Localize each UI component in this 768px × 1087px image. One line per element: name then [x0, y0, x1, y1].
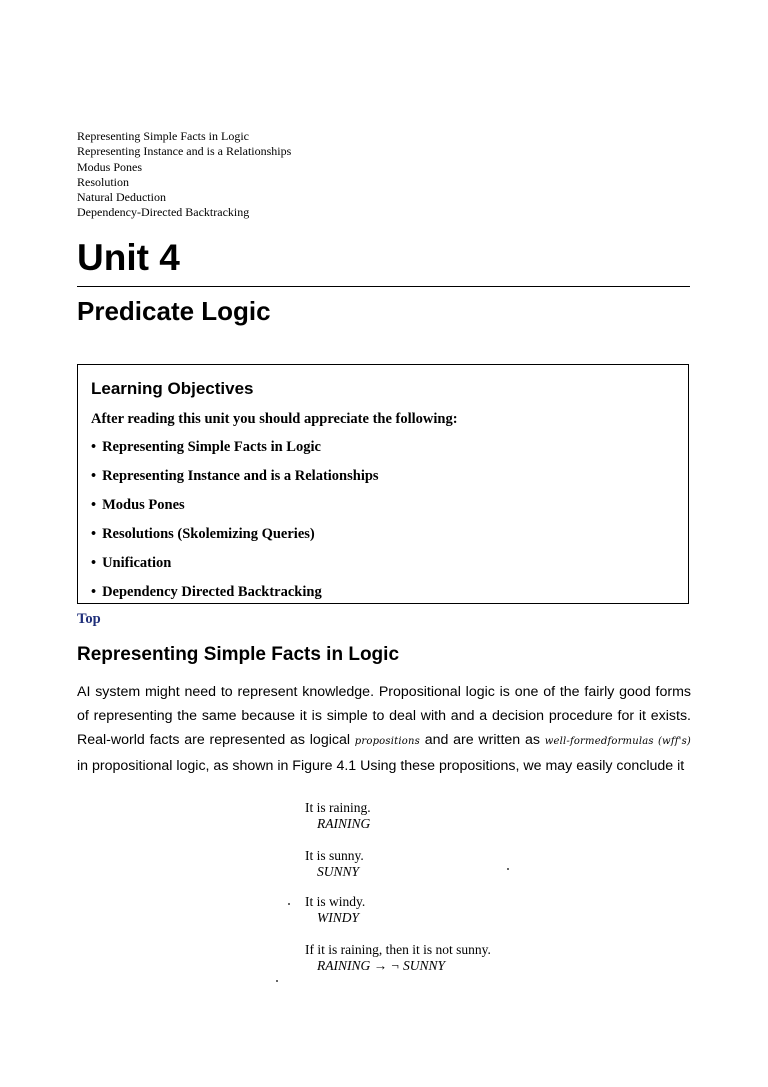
list-item: • Dependency Directed Backtracking: [91, 583, 379, 612]
list-item: • Resolutions (Skolemizing Queries): [91, 525, 379, 554]
list-item: • Representing Simple Facts in Logic: [91, 438, 379, 467]
top-link[interactable]: Top: [77, 611, 101, 627]
term-wffs: well-formedformulas (wff's): [544, 736, 692, 747]
term-propositions: propositions: [354, 736, 420, 747]
fact-wff: RAINING: [317, 816, 371, 831]
objectives-heading: Learning Objectives: [91, 379, 254, 398]
fact-wff: WINDY: [317, 910, 360, 925]
toc-item-backtracking[interactable]: Dependency-Directed Backtracking: [77, 205, 250, 220]
list-item: • Modus Pones: [91, 496, 379, 525]
objectives-intro: After reading this unit you should appreciate the following:: [91, 411, 458, 427]
toc-item-modus-pones[interactable]: Modus Pones: [77, 159, 143, 174]
scan-speck: [507, 868, 509, 870]
fact-wff: RAINING → ¬ SUNNY: [317, 958, 445, 973]
fact-english: If it is raining, then it is not sunny.: [305, 942, 491, 957]
unit-subtitle: Predicate Logic: [77, 296, 271, 326]
list-item: • Representing Instance and is a Relationships: [91, 467, 379, 496]
toc-item-instance-isa[interactable]: Representing Instance and is a Relationships: [77, 144, 292, 159]
fact-english: It is sunny.: [305, 848, 364, 863]
toc-item-natural-deduction[interactable]: Natural Deduction: [77, 190, 166, 205]
title-divider: [77, 286, 690, 287]
figure-fact: [305, 800, 371, 832]
figure-fact: [305, 848, 364, 880]
toc-item-simple-facts[interactable]: Representing Simple Facts in Logic: [77, 129, 249, 143]
fact-english: It is windy.: [305, 894, 366, 909]
figure-fact: [305, 894, 365, 926]
section-title: Representing Simple Facts in Logic: [77, 644, 400, 665]
unit-title: Unit 4: [77, 237, 180, 278]
paragraph-text: AI system might need to represent knowledge. Propositional logic is one of the fairly good forms of representing the same because it is simple to deal with and a decision procedure for it exists. Real-world facts are represented as logical: [77, 684, 691, 748]
list-item: • Unification: [91, 554, 379, 583]
objectives-list: [91, 438, 379, 612]
paragraph-text: in propositional logic, as shown in Figure 4.1 Using these propositions, we may easily conclude it: [77, 758, 685, 774]
toc-item-resolution[interactable]: Resolution: [77, 174, 130, 189]
fact-wff: SUNNY: [317, 864, 360, 879]
table-of-contents: [77, 129, 291, 221]
figure-fact: [305, 942, 491, 974]
body-paragraph: [77, 680, 691, 778]
fact-english: It is raining.: [305, 800, 371, 815]
scan-speck: [276, 980, 278, 982]
paragraph-text: and are written as: [419, 732, 545, 748]
learning-objectives-box: [77, 364, 689, 604]
scan-speck: [288, 903, 290, 905]
